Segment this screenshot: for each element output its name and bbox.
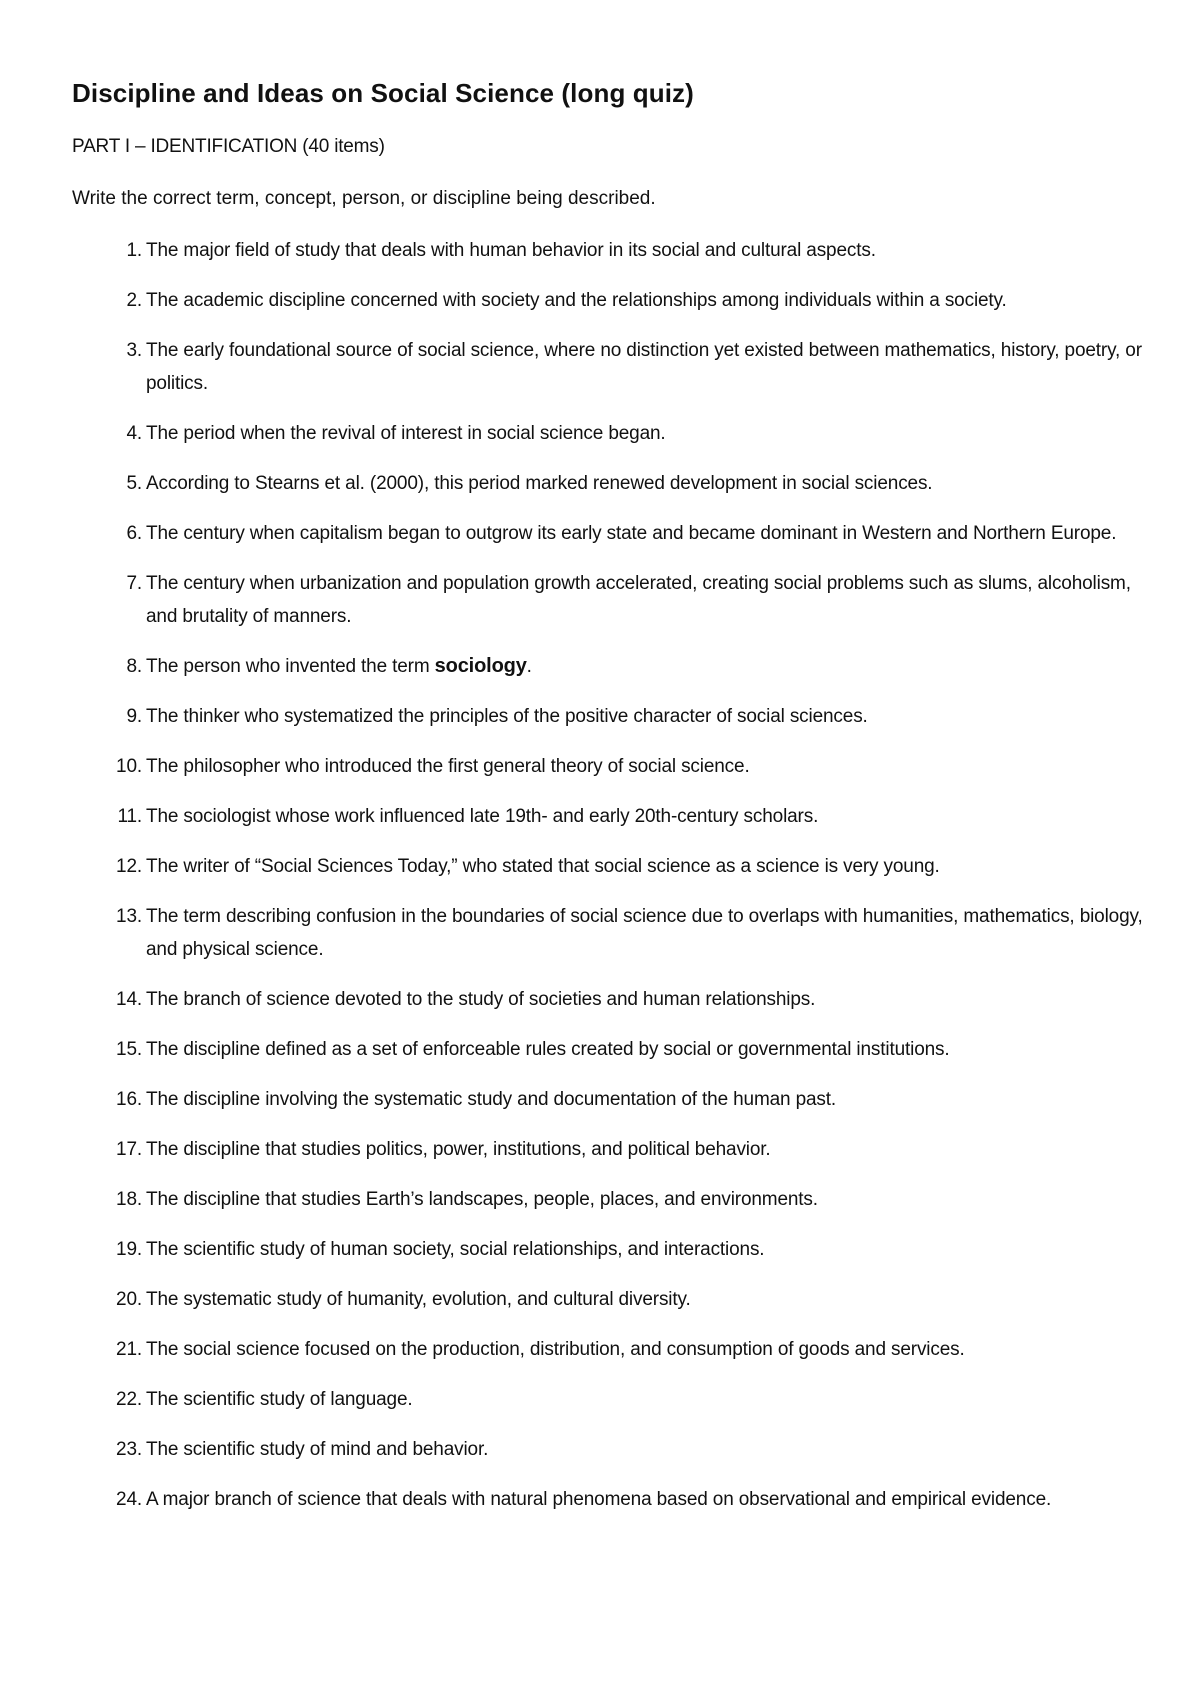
question-item bbox=[72, 1183, 1162, 1216]
question-text bbox=[146, 656, 532, 677]
question-text: The major field of study that deals with human behavior in its social and cultural aspects. bbox=[146, 240, 876, 261]
question-text: The scientific study of mind and behavior. bbox=[146, 1439, 489, 1460]
question-text: The thinker who systematized the principles of the positive character of social sciences. bbox=[146, 706, 868, 727]
question-item bbox=[72, 650, 1162, 683]
question-number: 12. bbox=[116, 856, 142, 877]
question-text: The systematic study of humanity, evolution, and cultural diversity. bbox=[146, 1289, 691, 1310]
question-text: The social science focused on the production, distribution, and consumption of goods and services. bbox=[146, 1339, 965, 1360]
question-item bbox=[72, 700, 1162, 733]
question-text: The early foundational source of social science, where no distinction yet existed between mathematics, history, poetry, or politics. bbox=[146, 340, 1142, 394]
question-item bbox=[72, 567, 1162, 633]
question-list bbox=[72, 234, 1162, 1533]
question-item bbox=[72, 1083, 1162, 1116]
question-text: The discipline that studies politics, power, institutions, and political behavior. bbox=[146, 1139, 771, 1160]
question-text: The century when capitalism began to outgrow its early state and became dominant in Western and Northern Europe. bbox=[146, 523, 1117, 544]
question-item bbox=[72, 234, 1162, 267]
question-text: The scientific study of language. bbox=[146, 1389, 413, 1410]
question-text-before: The person who invented the term bbox=[146, 656, 435, 677]
instructions: Write the correct term, concept, person, or discipline being described. bbox=[72, 188, 656, 209]
question-item bbox=[72, 1283, 1162, 1316]
question-item bbox=[72, 1133, 1162, 1166]
document-title: Discipline and Ideas on Social Science (long quiz) bbox=[72, 78, 694, 108]
question-number: 21. bbox=[116, 1339, 142, 1360]
question-item bbox=[72, 850, 1162, 883]
question-number: 2. bbox=[126, 290, 142, 311]
question-text: The term describing confusion in the boundaries of social science due to overlaps with humanities, mathematics, biology, and physical science. bbox=[146, 906, 1143, 960]
emphasized-term: sociology bbox=[434, 655, 527, 677]
question-item bbox=[72, 900, 1162, 966]
question-text: The branch of science devoted to the study of societies and human relationships. bbox=[146, 989, 816, 1010]
question-number: 24. bbox=[116, 1489, 142, 1510]
question-text: The discipline that studies Earth’s landscapes, people, places, and environments. bbox=[146, 1189, 818, 1210]
question-number: 10. bbox=[116, 756, 142, 777]
question-text-after: . bbox=[526, 656, 532, 677]
question-text: The writer of “Social Sciences Today,” who stated that social science as a science is very young. bbox=[146, 856, 940, 877]
question-item bbox=[72, 1033, 1162, 1066]
question-item bbox=[72, 334, 1162, 400]
question-item bbox=[72, 750, 1162, 783]
question-text: According to Stearns et al. (2000), this period marked renewed development in social sciences. bbox=[146, 473, 933, 494]
question-number: 8. bbox=[126, 656, 142, 677]
question-item bbox=[72, 1383, 1162, 1416]
question-text: The discipline defined as a set of enforceable rules created by social or governmental institutions. bbox=[146, 1039, 950, 1060]
question-text: A major branch of science that deals with natural phenomena based on observational and empirical evidence. bbox=[146, 1489, 1052, 1510]
question-number: 19. bbox=[116, 1239, 142, 1260]
question-item bbox=[72, 1333, 1162, 1366]
question-text: The scientific study of human society, social relationships, and interactions. bbox=[146, 1239, 765, 1260]
question-number: 22. bbox=[116, 1389, 142, 1410]
question-item bbox=[72, 983, 1162, 1016]
question-text: The century when urbanization and population growth accelerated, creating social problems such as slums, alcoholism, and brutality of manners. bbox=[146, 573, 1131, 627]
question-text: The discipline involving the systematic study and documentation of the human past. bbox=[146, 1089, 837, 1110]
part-heading: PART I – IDENTIFICATION (40 items) bbox=[72, 136, 385, 157]
question-item bbox=[72, 467, 1162, 500]
question-text: The sociologist whose work influenced late 19th- and early 20th-century scholars. bbox=[146, 806, 819, 827]
question-number: 18. bbox=[116, 1189, 142, 1210]
question-number: 14. bbox=[116, 989, 142, 1010]
question-number: 3. bbox=[126, 340, 142, 361]
question-number: 11. bbox=[117, 806, 142, 827]
question-number: 4. bbox=[126, 423, 142, 444]
question-item bbox=[72, 1233, 1162, 1266]
question-number: 15. bbox=[116, 1039, 142, 1060]
question-number: 20. bbox=[116, 1289, 142, 1310]
question-number: 6. bbox=[126, 523, 142, 544]
question-number: 23. bbox=[116, 1439, 142, 1460]
question-number: 17. bbox=[116, 1139, 142, 1160]
question-number: 13. bbox=[116, 906, 142, 927]
question-number: 1. bbox=[126, 240, 142, 261]
question-item bbox=[72, 800, 1162, 833]
question-item bbox=[72, 284, 1162, 317]
question-text: The academic discipline concerned with society and the relationships among individuals within a society. bbox=[146, 290, 1007, 311]
question-number: 5. bbox=[126, 473, 142, 494]
question-item bbox=[72, 417, 1162, 450]
question-item bbox=[72, 1483, 1162, 1516]
question-item bbox=[72, 517, 1162, 550]
question-item bbox=[72, 1433, 1162, 1466]
question-text: The period when the revival of interest in social science began. bbox=[146, 423, 666, 444]
question-number: 7. bbox=[126, 573, 142, 594]
question-number: 16. bbox=[116, 1089, 142, 1110]
question-text: The philosopher who introduced the first general theory of social science. bbox=[146, 756, 750, 777]
question-number: 9. bbox=[126, 706, 142, 727]
